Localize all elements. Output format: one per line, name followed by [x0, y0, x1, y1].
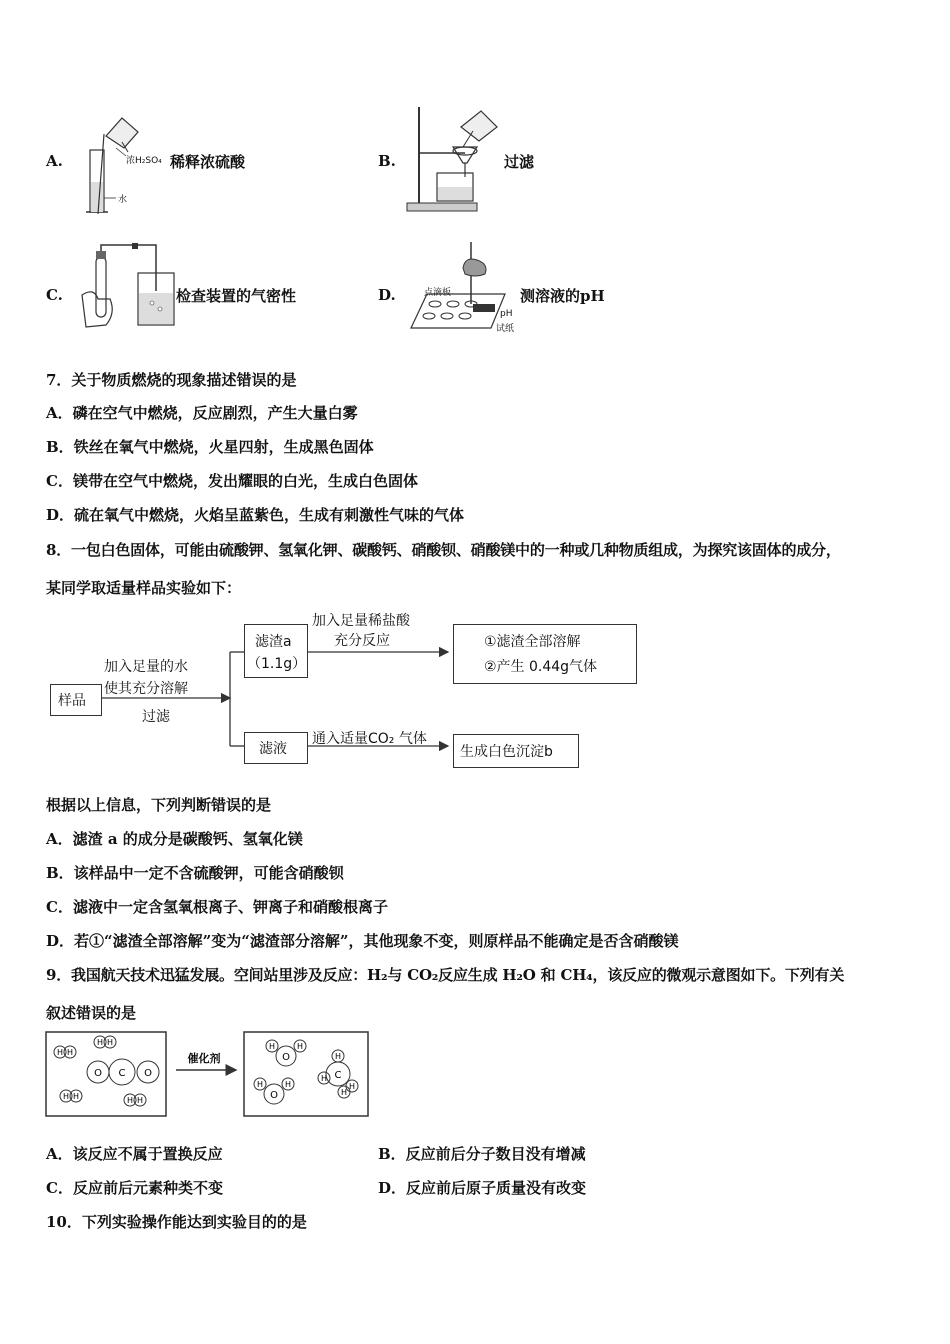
acid-step-line1: 加入足量稀盐酸 — [312, 613, 410, 629]
atom-h-label: H — [348, 1082, 356, 1091]
fig-water-label: 水 — [118, 195, 128, 205]
step1-line2: 使其充分溶解 — [104, 681, 188, 697]
atom-c-label: C — [334, 1070, 342, 1081]
q7-stem: 7．关于物质燃烧的现象描述错误的是 — [46, 371, 297, 389]
h2-molecule — [60, 1090, 82, 1102]
q8-stem-line1: 8．一包白色固体，可能由硫酸钾、氢氧化钾、碳酸钙、硝酸钡、硝酸镁中的一种或几种物质组成，为探究该固体的成分， — [46, 541, 841, 559]
h2-molecule — [94, 1036, 116, 1048]
q6-c-letter: C. — [46, 286, 63, 304]
q9-stem-line2: 叙述错误的是 — [46, 1004, 137, 1022]
atom-o-label: O — [144, 1068, 152, 1079]
atom-o-label: O — [282, 1052, 290, 1063]
atom-h-label: H — [340, 1088, 348, 1097]
atom-h-label: H — [334, 1052, 342, 1061]
sample-box — [50, 684, 102, 716]
reaction-diagram — [44, 1030, 374, 1122]
filtration-figure — [405, 103, 505, 215]
fig-plate-label: 点滴板 — [424, 288, 452, 298]
atom-h-label: H — [56, 1048, 64, 1057]
atom-o-label: O — [94, 1068, 102, 1079]
filtrate-box — [244, 732, 308, 764]
h2o-molecule — [254, 1078, 294, 1104]
q6-b-text: 过滤 — [504, 153, 535, 171]
q9-stem-line1: 9．我国航天技术迅猛发展。空间站里涉及反应：H₂与 CO₂反应生成 H₂O 和 CH₄，该反应的微观示意图如下。下列有关 — [46, 966, 845, 984]
ph-test-figure — [405, 238, 515, 334]
q6-d-text: 测溶液的pH — [520, 287, 605, 305]
fig-paper-label: 试纸 — [496, 324, 515, 334]
q7-option-c: C．镁带在空气中燃烧，发出耀眼的白光，生成白色固体 — [46, 472, 418, 490]
co2-step: 通入适量CO₂ 气体 — [312, 731, 427, 747]
acid-step-line2: 充分反应 — [334, 633, 390, 649]
q6-a-text: 稀释浓硫酸 — [170, 153, 246, 171]
h2-molecule — [54, 1046, 76, 1058]
h2-molecule — [124, 1094, 146, 1106]
atom-h-label: H — [106, 1038, 114, 1047]
q6-a-letter: A. — [46, 152, 63, 170]
step1-line3: 过滤 — [142, 709, 170, 725]
q8-option-c: C．滤液中一定含氢氧根离子、钾离子和硝酸根离子 — [46, 898, 388, 916]
ch4-molecule — [318, 1050, 358, 1098]
q8-option-b: B．该样品中一定不含硫酸钾，可能含硝酸钡 — [46, 864, 344, 882]
fig-ph-label: pH — [500, 309, 513, 319]
atom-h-label: H — [320, 1074, 328, 1083]
atom-h-label: H — [66, 1048, 74, 1057]
result-line1: ①滤渣全部溶解 — [484, 634, 581, 650]
atom-h-label: H — [96, 1038, 104, 1047]
residue-box — [244, 624, 308, 678]
q6-d-letter: D. — [378, 286, 396, 304]
q8-option-a: A．滤渣 a 的成分是碳酸钙、氢氧化镁 — [46, 830, 303, 848]
residue-line2: （1.1g） — [247, 656, 307, 672]
q9-option-a: A．该反应不属于置换反应 — [46, 1145, 223, 1163]
precipitate-label: 生成白色沉淀b — [460, 744, 553, 760]
step1-line1: 加入足量的水 — [104, 659, 188, 675]
q6-c-text: 检查装置的气密性 — [176, 287, 297, 305]
q6-b-letter: B. — [378, 152, 396, 170]
catalyst-label: 催化剂 — [187, 1052, 221, 1065]
atom-o-label: O — [270, 1090, 278, 1101]
atom-h-label: H — [72, 1092, 80, 1101]
fig-acid-label: 浓H₂SO₄ — [126, 156, 162, 166]
filtrate-label: 滤液 — [259, 741, 287, 757]
q10-stem: 10．下列实验操作能达到实验目的的是 — [46, 1213, 307, 1231]
atom-c-label: C — [118, 1068, 126, 1079]
result-line2: ②产生 0.44g气体 — [484, 659, 598, 675]
airtightness-figure — [76, 243, 176, 335]
q8-stem-line2: 某同学取适量样品实验如下： — [46, 579, 242, 597]
atom-h-label: H — [256, 1080, 264, 1089]
q7-option-d: D．硫在氧气中燃烧，火焰呈蓝紫色，生成有刺激性气味的气体 — [46, 506, 465, 524]
q8-prompt: 根据以上信息，下列判断错误的是 — [46, 796, 272, 814]
h2o-molecule — [266, 1040, 306, 1066]
q9-option-d: D．反应前后原子质量没有改变 — [378, 1179, 587, 1197]
co2-molecule — [87, 1059, 159, 1085]
precipitate-box — [453, 734, 579, 768]
q9-option-b: B．反应前后分子数目没有增减 — [378, 1145, 586, 1163]
sample-label: 样品 — [58, 693, 86, 709]
q9-option-c: C．反应前后元素种类不变 — [46, 1179, 223, 1197]
q7-option-a: A．磷在空气中燃烧，反应剧烈，产生大量白雾 — [46, 404, 358, 422]
atom-h-label: H — [62, 1092, 70, 1101]
q8-option-d: D．若①“滤渣全部溶解”变为“滤渣部分溶解”，其他现象不变，则原样品不能确定是否含硝酸镁 — [46, 932, 679, 950]
residue-line1: 滤渣a — [255, 634, 292, 650]
result-box — [453, 624, 637, 684]
atom-h-label: H — [284, 1080, 292, 1089]
atom-h-label: H — [136, 1096, 144, 1105]
q7-option-b: B．铁丝在氧气中燃烧，火星四射，生成黑色固体 — [46, 438, 374, 456]
atom-h-label: H — [126, 1096, 134, 1105]
atom-h-label: H — [268, 1042, 276, 1051]
atom-h-label: H — [296, 1042, 304, 1051]
